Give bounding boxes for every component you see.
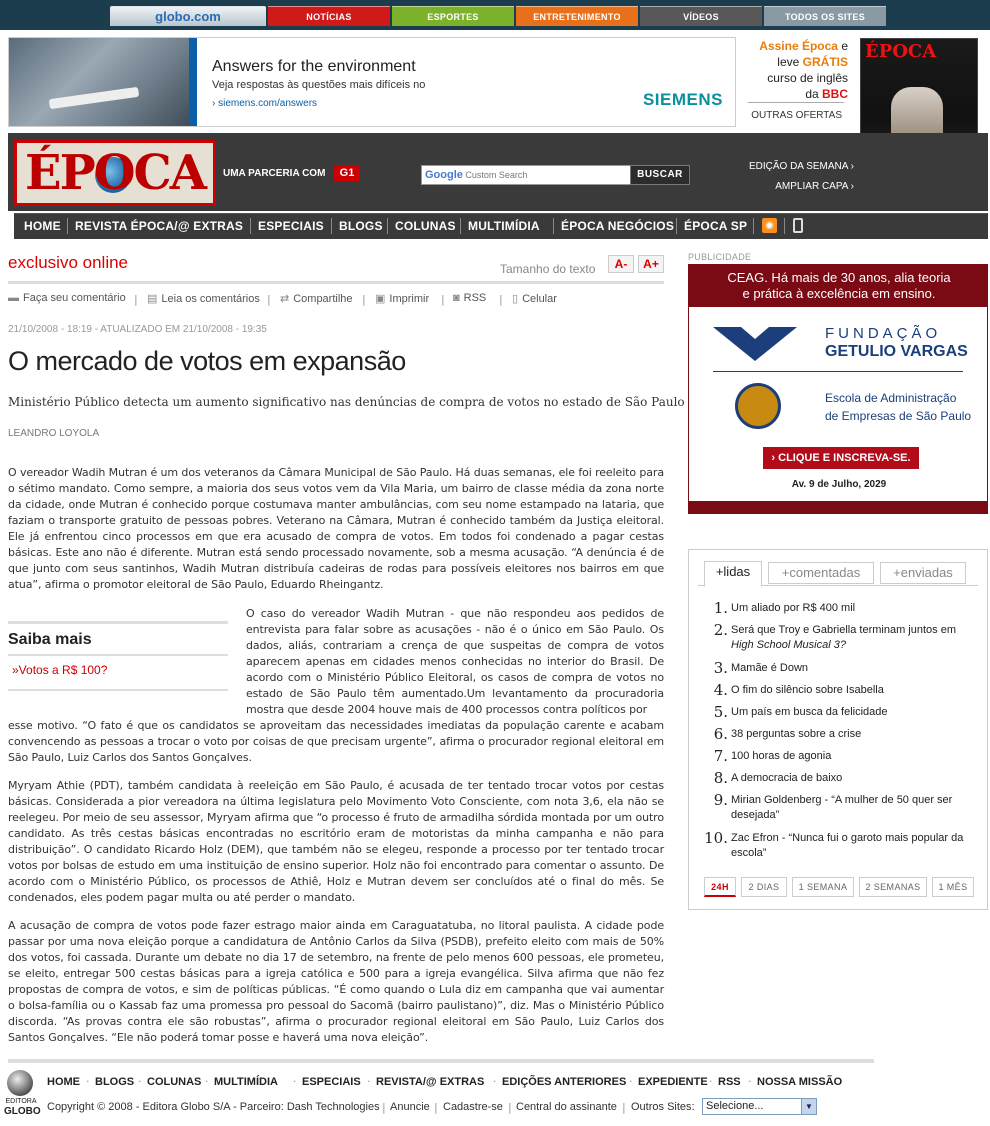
globo-brand: globo.com [155,9,221,24]
phone-icon: ▯ [512,293,519,305]
footer-blogs[interactable]: BLOGS [95,1076,135,1088]
tool-separator: | [499,293,503,306]
g1-logo[interactable]: G1 [334,165,360,181]
article-subhead: Ministério Público detecta um aumento significativo nas denúncias de compra de votos no estado de São Paulo [8,395,685,409]
footer-separator: | [622,1101,626,1114]
rank-number: 5. [713,703,728,721]
other-sites-label: Outros Sites: [631,1101,695,1113]
nav-colunas[interactable]: COLUNAS [395,219,456,233]
most-read-item[interactable]: A democracia de baixo [731,772,843,784]
advertising-label: PUBLICIDADE [688,252,752,262]
nav-separator [553,218,554,234]
fgv-ad-header [689,265,988,307]
saiba-mais-box [8,621,228,691]
share-label: Compartilhe [293,293,353,305]
most-read-item[interactable]: Zac Efron - “Nunca fui o garoto mais popular da escola” [731,832,964,859]
saiba-rule-bottom [8,689,228,691]
most-read-item[interactable]: Mamãe é Down [731,662,809,674]
promo-e: e [837,39,848,53]
tab-todos-os-sites[interactable]: TODOS OS SITES [764,6,886,26]
share-tool[interactable] [280,292,353,305]
fgv-address: Av. 9 de Julho, 2029 [791,479,887,490]
article-paragraph-2-cont: esse motivo. “O fato é que os candidatos se aproveitam das necessidades imediatas da população carente e acabam convencendo as pessoas a trocar o voto por coisas de que precisam urgente”, afirma o procurador regional eleitoral em São Paulo, Luiz Carlos dos Santos Gonçalves. [8,719,664,764]
most-read-item[interactable]: O fim do silêncio sobre Isabella [731,684,884,696]
comment-tool[interactable] [8,292,126,304]
logo-top-text: EDITORA [5,1098,37,1105]
enlarge-cover-link[interactable]: AMPLIAR CAPA › [775,181,854,192]
article-paragraph-3: Myryam Athie (PDT), também candidata à reeleição em São Paulo, é acusada de ter tentado trocar votos por cestas básicas. Considerada a pior vereadora na última legislatura pelo Movimento Voto Consciente, com nota 3,6, ela não se reelegeu. Por meio de seu assessor, Myryam afirma que “o processo é fruto de armadilha sórdida montada por um outro candidato. As três cestas básicas encontradas no escritório eram de motoristas da minha campanha e não para distribuição”. O candidato Ricardo Holz (DEM), que também não se elegeu, responde a processo por ter tentado trocar votos por bolsas de estudo em uma instituição de ensino superior. Holz não foi encontrado para comentar o assunto. De acordo com o Ministério Público, os processos de Athiê, Holz e Mutran devem ser concluídos até o final do mês. Se condenados, eles podem pagar multa ou até perder o mandato. [8,779,664,904]
rss-icon[interactable]: ◉ [762,218,777,233]
nav-epoca-negocios[interactable]: ÉPOCA NEGÓCIOS [561,219,675,233]
rank-number: 9. [713,791,728,809]
nav-home[interactable]: HOME [24,219,61,233]
google-brand: Google [425,169,463,181]
footer-anuncie[interactable]: Anuncie [390,1101,430,1113]
comment-label: Faça seu comentário [23,292,126,304]
promo-leve: leve [777,55,803,69]
tab-videos[interactable]: VÍDEOS [640,6,762,26]
fgv-school-line-1: Escola de Administração [825,391,957,405]
rank-number: 8. [713,769,728,787]
other-offers-link[interactable]: OUTRAS OFERTAS [751,110,842,121]
rank-number: 10. [704,829,728,847]
item-end: ? [839,639,846,651]
footer-dot: · [293,1075,297,1088]
rank-number: 2. [713,621,728,639]
footer-edicoes-anteriores[interactable]: EDIÇÕES ANTERIORES [502,1076,627,1088]
nav-separator [387,218,388,234]
nav-blogs[interactable]: BLOGS [339,219,383,233]
font-smaller-button[interactable]: A- [608,255,634,273]
rank-number: 6. [713,725,728,743]
footer-cadastre-se[interactable]: Cadastre-se [443,1101,503,1113]
font-larger-button[interactable]: A+ [638,255,664,273]
saiba-rule-top [8,621,228,624]
print-tool[interactable] [375,292,429,305]
banner-title: Answers for the environment [212,58,416,75]
article-paragraph-2: O caso do vereador Wadih Mutran - que não respondeu aos pedidos de entrevista para falar sobre as acusações - não é o único em São Paulo. Os dados, aliás, contrariam a crença de que suspeitas de compra de votos aparecem apenas em cidades menos conhecidas no interior do Brasil. De acordo com o Ministério Público Eleitoral, os casos de compra de votos no estado de São Paulo têm aumentado.Um levantamento da procuradoria mostra que desde 2004 houve mais de 400 processos contra políticos por [246,607,664,716]
banner-photo [9,38,189,127]
footer-especiais[interactable]: ESPECIAIS [302,1076,361,1088]
footer-multimidia[interactable]: MULTIMÍDIA [214,1076,278,1088]
promo-divider [748,102,844,103]
nav-separator [67,218,68,234]
document-icon: ▤ [147,293,158,305]
nav-revista[interactable]: REVISTA ÉPOCA/@ EXTRAS [75,219,244,233]
search-placeholder: Custom Search [465,170,528,180]
nav-multimidia[interactable]: MULTIMÍDIA [468,219,540,233]
select-value: Selecione... [706,1100,764,1112]
fgv-divider [713,371,963,372]
footer-colunas[interactable]: COLUNAS [147,1076,202,1088]
logo-bottom-text: GLOBO [4,1106,41,1117]
nav-especiais[interactable]: ESPECIAIS [258,219,324,233]
footer-dot: · [205,1075,209,1088]
article-headline: O mercado de votos em expansão [8,346,406,376]
footer-dot: · [138,1075,142,1088]
subscribe-promo[interactable] [744,38,848,102]
period-24h[interactable]: 24H [704,877,736,897]
read-comments-label: Leia os comentários [161,293,260,305]
mobile-label: Celular [522,293,557,305]
mobile-icon[interactable] [793,218,803,233]
banner-link[interactable]: › siemens.com/answers [212,98,318,109]
footer-divider [8,1059,874,1063]
article-paragraph-4: A acusação de compra de votos pode fazer estrago maior ainda em Caraguatatuba, no litoral paulista. A cidade pode passar por uma nova eleição porque a candidatura de Antônio Carlos da Silva (PSDB), prefeito eleito com mais de 50% dos votos, foi cassada. Durante um debate no dia 17 de setembro, na frente de pelo menos 600 pessoas, ele prometeu, se eleito, entregar 500 cestas básicas para a igreja católica e 500 para a igreja evangélica. Silva afirma que não fez propostas de compra de votos, e sim de políticas públicas. “É como quando o Lula diz em campanha que vai aumentar o bolsa-família ou o Kassab faz uma promessa pro pessoal do Sacomã (bairro paulistano)”, diz. Mas o Ministério Público discorda. “As provas contra ele são robustas”, afirma o procurador regional eleitoral em São Paulo, Luiz Carlos dos Santos Gonçalves. “Ele não poderá tomar posse e haverá uma nova eleição”. [8,919,664,1044]
footer-separator: | [382,1101,386,1114]
tool-separator: | [267,293,271,306]
fgv-school-line-2: de Empresas de São Paulo [825,409,972,423]
nav-epoca-sp[interactable]: ÉPOCA SP [684,219,748,233]
footer-revista[interactable]: REVISTA/@ EXTRAS [376,1076,485,1088]
cover-logo: ÉPOCA [865,41,937,62]
nav-separator [676,218,677,234]
epoca-logo[interactable] [14,140,216,206]
fgv-signup-button[interactable]: › CLIQUE E INSCREVA-SE. [763,447,919,469]
footer-dot: · [86,1075,90,1088]
article-date: 21/10/2008 - 18:19 - ATUALIZADO EM 21/10/2008 - 19:35 [8,324,267,335]
tool-separator: | [441,293,445,306]
logo-text: ÉPOCA [25,145,205,201]
fgv-footer-bar [689,501,988,514]
item-text: Será que Troy e Gabriella terminam juntos em [731,624,956,636]
mobile-tool[interactable] [512,292,557,305]
tab-most-read[interactable]: +lidas [704,561,762,587]
fgv-ad[interactable] [688,264,988,514]
footer-dot: · [748,1075,752,1088]
editora-globo-logo[interactable] [4,1070,41,1118]
most-read-item[interactable]: 38 perguntas sobre a crise [731,728,862,740]
banner-subtitle: Veja respostas às questões mais difíceis no [212,79,426,91]
period-2-dias[interactable]: 2 DIAS [741,877,787,897]
article-author: LEANDRO LOYOLA [8,428,100,439]
saiba-rule-mid [8,654,228,656]
most-read-item[interactable] [731,623,981,653]
promo-assine: Assine Época [759,39,838,53]
section-label: exclusivo online [8,253,129,272]
promo-gratis: GRÁTIS [802,55,848,69]
print-icon: ▣ [375,293,386,305]
banner-brand: SIEMENS [642,90,723,109]
read-comments-tool[interactable] [147,292,260,305]
tab-most-sent[interactable]: +enviadas [880,562,966,584]
footer-separator: | [508,1101,512,1114]
footer-copyright: Copyright © 2008 - Editora Globo S/A - Parceiro: Dash Technologies [47,1101,380,1113]
chevron-down-icon[interactable]: ▼ [801,1099,816,1114]
article-paragraph-1: O vereador Wadih Mutran é um dos veteranos da Câmara Municipal de São Paulo. Há duas semanas, ele foi reeleito para o sétimo mandato. Como sempre, a maioria dos seus votos vem da Vila Maria, um bairro de classe média da zona norte da cidade, onde Mutran é conhecido porque costumava manter ambulâncias, com seu nome estampado na lataria, que faziam o transporte gratuito de pessoas pobres. Veterano na Câmara, Mutran é conhecido também da Justiça eleitoral. Ele já enfrentou cinco processos em que era acusado de compra de votos. Em todos foi condenado a pagar cestas básicas. Este ano não é diferente. Mutran está sendo processado novamente, sob a mesma acusação. “A denúncia é de que junto com seus santinhos, Wadih Mutran distribuía cadeiras de rodas para possíveis eleitores nos bairros em que atua”, afirma o promotor eleitoral de São Paulo, Eduardo Rheingantz. [8,466,664,591]
saiba-mais-title: Saiba mais [8,631,92,648]
siemens-banner-ad[interactable] [8,37,736,127]
tab-noticias[interactable]: NOTÍCIAS [268,6,390,26]
footer-dot: · [629,1075,633,1088]
promo-da: da [805,87,822,101]
promo-bbc: BBC [822,87,848,101]
footer-dot: · [367,1075,371,1088]
nav-separator [250,218,251,234]
most-read-item[interactable]: Mirian Goldenberg - “A mulher de 50 quer ser desejada” [731,794,953,821]
banner-accent [189,38,197,127]
nav-separator [460,218,461,234]
footer-central-assinante[interactable]: Central do assinante [516,1101,617,1113]
nav-separator [331,218,332,234]
edition-link[interactable]: EDIÇÃO DA SEMANA › [748,161,854,172]
rss-small-icon: ◙ [453,292,460,304]
item-italic: High School Musical 3 [731,639,840,651]
footer-home[interactable]: HOME [47,1076,80,1088]
footer-dot: · [709,1075,713,1088]
most-read-item[interactable]: 100 horas de agonia [731,750,832,762]
text-size-label: Tamanho do texto [500,262,596,276]
school-seal-icon [735,383,781,429]
other-sites-select[interactable] [702,1098,817,1115]
most-read-item[interactable]: Um aliado por R$ 400 mil [731,602,856,614]
rank-number: 7. [713,747,728,765]
rank-number: 3. [713,659,728,677]
fgv-school [825,389,971,425]
print-label: Imprimir [389,293,430,305]
rss-label: RSS [463,292,487,304]
footer-rss[interactable]: RSS [718,1076,741,1088]
footer-nossa-missao[interactable]: NOSSA MISSÃO [757,1076,843,1088]
share-icon: ⇄ [280,293,290,305]
tab-most-commented[interactable]: +comentadas [768,562,874,584]
rank-number: 1. [713,599,728,617]
saiba-mais-link[interactable]: »Votos a R$ 100? [12,663,108,677]
tab-entretenimento[interactable]: ENTRETENIMENTO [516,6,638,26]
rank-number: 4. [713,681,728,699]
comment-icon: ▬ [8,292,19,304]
editora-globo-icon [7,1070,33,1096]
tool-separator: | [134,293,138,306]
article-divider [8,281,664,284]
search-button[interactable]: BUSCAR [630,165,690,185]
tab-esportes[interactable]: ESPORTES [392,6,514,26]
footer-dot: · [493,1075,497,1088]
promo-curso: curso de inglês [767,71,848,85]
nav-separator [784,218,785,234]
nav-separator [753,218,754,234]
period-2-semanas[interactable]: 2 SEMANAS [859,877,927,897]
fgv-headline-2: e prática à excelência em ensino. [742,286,936,301]
rss-tool[interactable] [453,292,486,304]
footer-expediente[interactable]: EXPEDIENTE [638,1076,708,1088]
most-read-item[interactable]: Um país em busca da felicidade [731,706,888,718]
fgv-logo-notch [741,327,769,339]
fgv-org-line-1: FUNDAÇÃO [825,325,942,342]
fgv-headline-1: CEAG. Há mais de 30 anos, alia teoria [727,270,951,285]
search-input[interactable] [421,165,631,185]
period-1-semana[interactable]: 1 SEMANA [792,877,854,897]
globo-home-tab[interactable] [110,6,266,26]
period-1-mes[interactable]: 1 MÊS [932,877,974,897]
tool-separator: | [362,293,366,306]
fgv-org-line-2: GETULIO VARGAS [825,343,968,360]
footer-separator: | [434,1101,438,1114]
partner-label: UMA PARCERIA COM [223,168,326,179]
